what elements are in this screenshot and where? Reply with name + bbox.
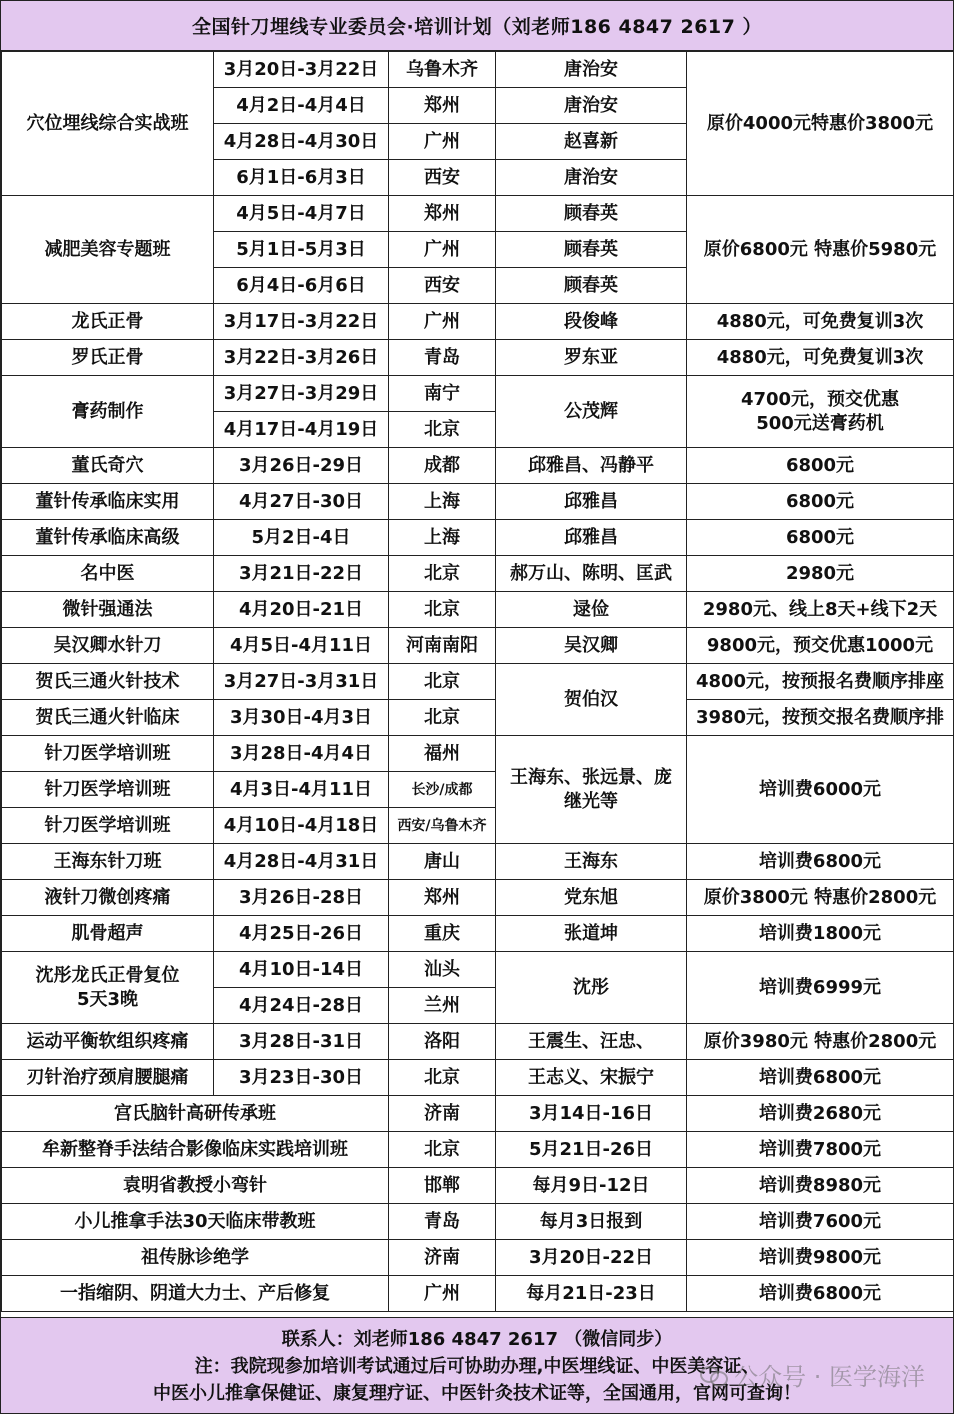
table-row: [2, 1132, 954, 1168]
price-line: 500元送膏药机: [756, 412, 884, 434]
teacher-text: 郝万山、陈明、匡武: [510, 562, 672, 584]
teacher-cell: 公茂辉: [496, 376, 687, 448]
table-row: [2, 592, 954, 628]
price-cell: 培训费6999元: [687, 952, 954, 1024]
city-cell: 北京: [389, 700, 496, 736]
table-row: [2, 1204, 954, 1240]
table-row: [2, 1096, 954, 1132]
city-cell: 唐山: [389, 844, 496, 880]
date-cell: 3月21日-22日: [214, 556, 389, 592]
price-text: 4800元，按预报名费顺序排座: [695, 670, 945, 692]
date-cell: 6月1日-6月3日: [214, 160, 389, 196]
city-cell: 汕头: [389, 952, 496, 988]
city-cell: 广州: [389, 232, 496, 268]
course-name: 微针强通法: [2, 592, 214, 628]
city-cell: 北京: [389, 556, 496, 592]
city-cell: 济南: [389, 1096, 496, 1132]
date-cell: 3月23日-30日: [214, 1060, 389, 1096]
table-row: [2, 700, 954, 736]
city-cell: 广州: [389, 124, 496, 160]
wechat-icon: [700, 1364, 728, 1386]
table-row: [2, 304, 954, 340]
course-name: 贺氏三通火针临床: [2, 700, 214, 736]
price-cell: [687, 700, 954, 736]
price-cell: 原价4000元特惠价3800元: [687, 52, 954, 196]
city-cell: 北京: [389, 1132, 496, 1168]
date-cell: 每月9日-12日: [496, 1168, 687, 1204]
teacher-cell: 贺伯汉: [496, 664, 687, 736]
table-row: [2, 484, 954, 520]
date-cell: 3月28日-31日: [214, 1024, 389, 1060]
course-name: 王海东针刀班: [2, 844, 214, 880]
city-cell: 长沙/成都: [389, 772, 496, 808]
page-title: 全国针刀埋线专业委员会·培训计划（刘老师186 4847 2617 ）: [1, 1, 953, 51]
city-cell: 北京: [389, 412, 496, 448]
table-row: [2, 520, 954, 556]
date-cell: 4月25日-26日: [214, 916, 389, 952]
date-cell: 3月26日-29日: [214, 448, 389, 484]
price-cell: [687, 664, 954, 700]
city-cell: 北京: [389, 1060, 496, 1096]
course-name: 祖传脉诊绝学: [2, 1240, 389, 1276]
date-cell: 5月21日-26日: [496, 1132, 687, 1168]
price-line: 4700元，预交优惠: [740, 388, 900, 410]
date-cell: 4月27日-30日: [214, 484, 389, 520]
course-name: 液针刀微创疼痛: [2, 880, 214, 916]
price-cell: 培训费6800元: [687, 1060, 954, 1096]
table-row: [2, 376, 954, 412]
table-row: [2, 844, 954, 880]
course-name: 运动平衡软组织疼痛: [2, 1024, 214, 1060]
date-cell: 3月27日-3月31日: [214, 664, 389, 700]
date-cell: 3月27日-3月29日: [214, 376, 389, 412]
date-cell: 4月2日-4月4日: [214, 88, 389, 124]
city-cell: 上海: [389, 484, 496, 520]
table-row: [2, 736, 954, 772]
course-name: 牟新整脊手法结合影像临床实践培训班: [2, 1132, 389, 1168]
date-cell: 3月26日-28日: [214, 880, 389, 916]
table-row: [2, 952, 954, 988]
course-name: 针刀医学培训班: [2, 808, 214, 844]
course-name: 宫氏脑针高研传承班: [2, 1096, 389, 1132]
teacher-cell: 沈彤: [496, 952, 687, 1024]
date-cell: 6月4日-6月6日: [214, 268, 389, 304]
teacher-cell: 顾春英: [496, 232, 687, 268]
city-cell: 西安: [389, 268, 496, 304]
course-name: 罗氏正骨: [2, 340, 214, 376]
course-name: 名中医: [2, 556, 214, 592]
price-cell: 原价3980元 特惠价2800元: [687, 1024, 954, 1060]
course-name: 龙氏正骨: [2, 304, 214, 340]
date-cell: 5月2日-4日: [214, 520, 389, 556]
teacher-cell: 顾春英: [496, 268, 687, 304]
city-cell: 郑州: [389, 88, 496, 124]
course-name: 肌骨超声: [2, 916, 214, 952]
course-name: 吴汉卿水针刀: [2, 628, 214, 664]
table-row: [2, 448, 954, 484]
course-line: 沈彤龙氏正骨复位: [35, 964, 180, 986]
schedule-table: [1, 51, 954, 1312]
table-row: [2, 196, 954, 232]
teacher-cell: 罗东亚: [496, 340, 687, 376]
teacher-cell: 段俊峰: [496, 304, 687, 340]
teacher-cell: 顾春英: [496, 196, 687, 232]
course-name: 膏药制作: [2, 376, 214, 448]
city-cell: 西安/乌鲁木齐: [389, 808, 496, 844]
city-cell: 郑州: [389, 880, 496, 916]
course-name: 小儿推拿手法30天临床带教班: [2, 1204, 389, 1240]
date-cell: 4月28日-4月31日: [214, 844, 389, 880]
date-cell: 4月20日-21日: [214, 592, 389, 628]
price-cell: 原价6800元 特惠价5980元: [687, 196, 954, 304]
table-row: [2, 556, 954, 592]
teacher-cell: 赵喜新: [496, 124, 687, 160]
city-cell: 上海: [389, 520, 496, 556]
watermark: [700, 1357, 925, 1392]
course-name: 董针传承临床高级: [2, 520, 214, 556]
table-row: [2, 1276, 954, 1312]
city-cell: 成都: [389, 448, 496, 484]
course-name: 刃针治疗颈肩腰腿痛: [2, 1060, 214, 1096]
date-cell: 4月17日-4月19日: [214, 412, 389, 448]
table-row: [2, 52, 954, 88]
price-cell: 4880元，可免费复训3次: [687, 304, 954, 340]
price-text: 3980元，按预交报名费顺序排: [695, 706, 945, 728]
price-cell: 2980元: [687, 556, 954, 592]
price-cell: 培训费2680元: [687, 1096, 954, 1132]
city-cell: 青岛: [389, 1204, 496, 1240]
date-cell: 4月28日-4月30日: [214, 124, 389, 160]
city-cell: 河南南阳: [389, 628, 496, 664]
price-cell: 培训费6000元: [687, 736, 954, 844]
table-row: [2, 880, 954, 916]
table-row: [2, 1060, 954, 1096]
price-cell: 培训费6800元: [687, 1276, 954, 1312]
city-cell: 济南: [389, 1240, 496, 1276]
price-cell: 培训费7600元: [687, 1204, 954, 1240]
price-cell: 培训费7800元: [687, 1132, 954, 1168]
teacher-cell: 唐治安: [496, 160, 687, 196]
teacher-cell: 张道坤: [496, 916, 687, 952]
city-cell: 北京: [389, 592, 496, 628]
teacher-cell: 邱雅昌: [496, 520, 687, 556]
date-cell: 3月20日-3月22日: [214, 52, 389, 88]
table-row: [2, 628, 954, 664]
price-cell: 培训费1800元: [687, 916, 954, 952]
date-cell: 3月17日-3月22日: [214, 304, 389, 340]
city-cell: 广州: [389, 304, 496, 340]
table-row: [2, 664, 954, 700]
city-cell: 郑州: [389, 196, 496, 232]
course-name: 针刀医学培训班: [2, 736, 214, 772]
table-row: [2, 1168, 954, 1204]
teacher-cell: [496, 556, 687, 592]
note-line: 中医小儿推拿保健证、康复理疗证、中医针灸技术证等，全国通用，官网可查询！: [153, 1383, 801, 1404]
course-line: 5天3晚: [76, 988, 139, 1010]
teacher-cell: 王海东: [496, 844, 687, 880]
price-cell: [687, 376, 954, 448]
date-cell: 4月10日-14日: [214, 952, 389, 988]
date-cell: 3月20日-22日: [496, 1240, 687, 1276]
teacher-cell: 唐治安: [496, 52, 687, 88]
course-name: 穴位埋线综合实战班: [2, 52, 214, 196]
course-name: 贺氏三通火针技术: [2, 664, 214, 700]
date-cell: 3月30日-4月3日: [214, 700, 389, 736]
city-cell: 洛阳: [389, 1024, 496, 1060]
date-cell: 每月3日报到: [496, 1204, 687, 1240]
course-name: 一指缩阴、阴道大力士、产后修复: [2, 1276, 389, 1312]
course-name: 针刀医学培训班: [2, 772, 214, 808]
price-cell: 4880元，可免费复训3次: [687, 340, 954, 376]
city-cell: 乌鲁木齐: [389, 52, 496, 88]
table-row: [2, 916, 954, 952]
watermark-text: 公众号 · 医学海洋: [734, 1363, 925, 1391]
date-cell: 4月3日-4月11日: [214, 772, 389, 808]
date-cell: 3月22日-3月26日: [214, 340, 389, 376]
contact-line: 联系人：刘老师186 4847 2617 （微信同步）: [281, 1329, 673, 1350]
table-row: [2, 1240, 954, 1276]
city-cell: 西安: [389, 160, 496, 196]
date-cell: 3月28日-4月4日: [214, 736, 389, 772]
teacher-cell: 党东旭: [496, 880, 687, 916]
teacher-cell: 邱雅昌: [496, 484, 687, 520]
teacher-cell: 吴汉卿: [496, 628, 687, 664]
city-cell: 邯郸: [389, 1168, 496, 1204]
date-cell: 4月5日-4月11日: [214, 628, 389, 664]
teacher-cell: 王震生、汪忠、: [496, 1024, 687, 1060]
course-name: 董针传承临床实用: [2, 484, 214, 520]
teacher-cell: 王志义、宋振宁: [496, 1060, 687, 1096]
course-name: [2, 952, 214, 1024]
price-cell: 9800元，预交优惠1000元: [687, 628, 954, 664]
city-cell: 青岛: [389, 340, 496, 376]
teacher-cell: 逯俭: [496, 592, 687, 628]
price-cell: 培训费9800元: [687, 1240, 954, 1276]
price-cell: 6800元: [687, 448, 954, 484]
city-cell: 兰州: [389, 988, 496, 1024]
teacher-cell: 王海东、张远景、庞继光等: [496, 736, 687, 844]
teacher-cell: 邱雅昌、冯静平: [496, 448, 687, 484]
price-cell: 培训费8980元: [687, 1168, 954, 1204]
date-cell: 每月21日-23日: [496, 1276, 687, 1312]
table-row: [2, 340, 954, 376]
course-name: 袁明省教授小弯针: [2, 1168, 389, 1204]
city-cell: 北京: [389, 664, 496, 700]
course-name: 董氏奇穴: [2, 448, 214, 484]
date-cell: 4月24日-28日: [214, 988, 389, 1024]
city-cell: 重庆: [389, 916, 496, 952]
course-name: 减肥美容专题班: [2, 196, 214, 304]
city-cell: 广州: [389, 1276, 496, 1312]
price-cell: 6800元: [687, 520, 954, 556]
note-line: 注：我院现参加培训考试通过后可协助办理,中医埋线证、中医美容证、: [194, 1356, 760, 1377]
date-cell: 3月14日-16日: [496, 1096, 687, 1132]
city-cell: 南宁: [389, 376, 496, 412]
city-cell: 福州: [389, 736, 496, 772]
price-cell: 原价3800元 特惠价2800元: [687, 880, 954, 916]
price-cell: 培训费6800元: [687, 844, 954, 880]
date-cell: 4月5日-4月7日: [214, 196, 389, 232]
price-cell: 6800元: [687, 484, 954, 520]
date-cell: 5月1日-5月3日: [214, 232, 389, 268]
date-cell: 4月10日-4月18日: [214, 808, 389, 844]
table-row: [2, 1024, 954, 1060]
teacher-cell: 唐治安: [496, 88, 687, 124]
price-cell: 2980元、线上8天+线下2天: [687, 592, 954, 628]
